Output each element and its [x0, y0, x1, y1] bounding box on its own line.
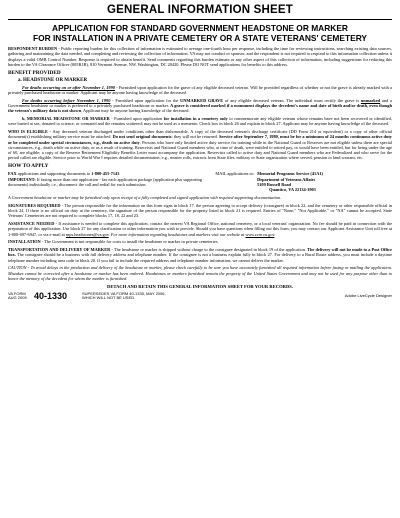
- fax-instructions: FAX applications and supporting documents to 1-800-455-7143 IMPORTANT: If faxing more than one application - fax each application package (application plus supporting documents) individually i.e., disconnect the call and redial for each submission.: [8, 171, 202, 187]
- headstone-heading: a. HEADSTONE OR MARKER: [18, 78, 88, 83]
- headstone-before-1990: For deaths occurring before November 1, 1990 - Furnished upon application for the UNMARKED GRAVE of any eligible deceased veteran. The individual must certify the grave is unmarked and a Government headstone or marker is preferred to a privately purchased headstone or marker. A grave is considered marked if a monument displays the decedent's name and date of birth and/or death, even though the veteran's military data is not shown. Applicant may be anyone having knowledge of the deceased.: [8, 98, 392, 114]
- title-divider: [8, 19, 392, 20]
- caution-note: CAUTION - To avoid delays in the production and delivery of the headstone or marker, please check carefully to be sure you have accurately furnished all required information before faxing or mailing the application. Mistakes cannot be corrected after a headstone or marker has been ordered. Headstones or markers furnished remain the property of the United States Government and may not be used for any purpose other than to honor the memory of the decedent for whom the marker is furnished.: [8, 265, 392, 281]
- form-footer: [8, 292, 392, 301]
- fax-number: 1-800-455-7143: [91, 171, 120, 177]
- transportation-delivery: TRANSPORTATION AND DELIVERY OF MARKER - The headstone or marker is shipped without charge to the consignee designated in block 19 of the application. The delivery will not be made to a Post Office box. The consignee should be a business with full delivery address and telephone number. If the consignee is not a business explain fully in block 27. For delivery to a Rural Route address, you must include a daytime telephone number including area code in block 20. If you fail to include the required address and telephone number information, we cannot deliver the marker.: [8, 247, 392, 263]
- respondent-burden-label: RESPONDENT BURDEN -: [8, 46, 61, 52]
- website-link[interactable]: www.cem.va.gov: [245, 231, 275, 237]
- supersedes-note: SUPERSEDES VA FORM 40-1330, MAY 2006, WHICH WILL NOT BE USED.: [82, 290, 166, 301]
- form-number: 40-1330: [34, 290, 68, 301]
- detach-notice: DETACH AND RETAIN THIS GENERAL INFORMATION SHEET FOR YOUR RECORDS.: [107, 283, 293, 289]
- benefit-provided-heading: BENEFIT PROVIDED: [8, 70, 61, 76]
- mail-instructions: MAIL applications to: Memorial Programs Service (41A1) Department of Veterans Affairs 5109 Russell Road Quantico, VA 22134-3903: [215, 171, 323, 193]
- supporting-documentation-note: A Government headstone or marker may be furnished only upon receipt of a fully completed and signed application with required supporting documentation.: [8, 195, 282, 201]
- form-subtitle-line2: FOR INSTALLATION IN A PRIVATE CEMETERY OR A STATE VETERANS' CEMETERY: [32, 32, 368, 43]
- mailing-address: Memorial Programs Service (41A1) Department of Veterans Affairs 5109 Russell Road Quantico, VA 22134-3903: [257, 171, 323, 193]
- designer-credit: Adobe LiveCycle Designer: [344, 292, 392, 298]
- page-title: GENERAL INFORMATION SHEET: [106, 4, 294, 16]
- assistance-needed: ASSISTANCE NEEDED - If assistance is needed to complete this application, contact the nearest VA Regional Office, national cemetery, or a local veterans' organization. No fee should be paid in connection with the preparation of this application. Use block 27 for any clarification or other information you wish to provide. Should you have questions when filling out this form, you may contact our Applicant Assistance Unit toll free at 1-800-697-6947, or via e-mail at mps.headstones@va.gov. For more information regarding headstones and markers visit our website at www.cem.va.gov.: [8, 221, 392, 237]
- respondent-burden: RESPONDENT BURDEN - Public reporting burden for this collection of information is estimated to average one-fourth hour per response, including the time for reviewing instructions, searching existing data sources, gathering and maintaining the data needed, and completing and reviewing the collection of information. VA may not conduct or sponsor, and the respondent is not required to respond to this information collection unless it displays a valid OMB Control Number. Response is required to obtain benefit. Send comments regarding this burden estimate or any other aspect of this collection of information, including suggestions for reducing this burden to the VA Clearance Officer (005R1B), 810 Vermont Avenue, NW, Washington, DC 20420. Please DO NOT send applications for benefits to this address.: [8, 46, 392, 67]
- form-subtitle-line1: APPLICATION FOR STANDARD GOVERNMENT HEADSTONE OR MARKER: [52, 23, 348, 33]
- apply-methods: [8, 171, 392, 192]
- memorial-headstone: b. MEMORIAL HEADSTONE OR MARKER - Furnished upon application for installation in a cemetery only to commemorate any eligible veteran whose remains have not been recovered or identified, were buried at sea, donated to science, or cremated and the remains scattered; may not be used as a memento. Check box in block 26 and explain in block 27. Applicant may be anyone having knowledge of the deceased.: [8, 116, 392, 127]
- installation: INSTALLATION - The Government is not responsible for costs to install the headstone or marker in private cemeteries.: [8, 239, 219, 245]
- how-to-apply-heading: HOW TO APPLY: [8, 163, 49, 170]
- who-is-eligible: WHO IS ELIGIBLE - Any deceased veteran discharged under conditions other than dishonorable. A copy of the deceased veteran's discharge certificate (DD Form 214 or equivalent) or a copy of other official document(s) establishing military service must be attached. Do not send original documents; they will not be returned. Service after September 7, 1980, must be for a minimum of 24 months continuous active duty or be completed under special circumstances, e.g., death on active duty. Persons who have only limited active duty service for training while in the National Guard or Reserves are not eligible unless there are special circumstances, e.g., death while on active duty, or as a result of training. Reservists and National Guard members who, at time of death, were entitled to retired pay, or would have been entitled, but for being under the age of 60, are eligible; a copy of the Reserve Retirement Eligibility Benefits Letter must accompany the application. Reservists called to active duty and National Guard members who are Federalized and who serve for the period called are eligible. Service prior to World War I requires detailed documentation, e.g., muster rolls, extracts from State files, military or State organization where served, pension or land warrant, etc.: [8, 129, 392, 161]
- signatures-required: SIGNATURES REQUIRED - The person responsible for the information on this form signs in block 17, the person agreeing to accept delivery (consignee) in block 22, and the cemetery or other responsible official in block 24. If there is no official on duty at the cemetery, the signature of the person responsible for the property listed in block 21 is required. Entries of "None," "Not Applicable," or "NA" cannot be accepted. State Veterans' Cemeteries are not required to complete blocks 17, 18, 22 and 23.: [8, 203, 392, 219]
- form-label: VA FORM AUG 2009: [8, 290, 27, 301]
- assistance-email-link[interactable]: mps.headstones@va.gov: [65, 231, 109, 237]
- headstone-after-1990: For deaths occurring on or after November 1, 1990 - Furnished upon application for the grave of any eligible deceased veteran. Will be provided regardless of whether or not the grave is already marked with a privately purchased headstone or marker. Applicant may be anyone having knowledge of the deceased.: [8, 85, 392, 96]
